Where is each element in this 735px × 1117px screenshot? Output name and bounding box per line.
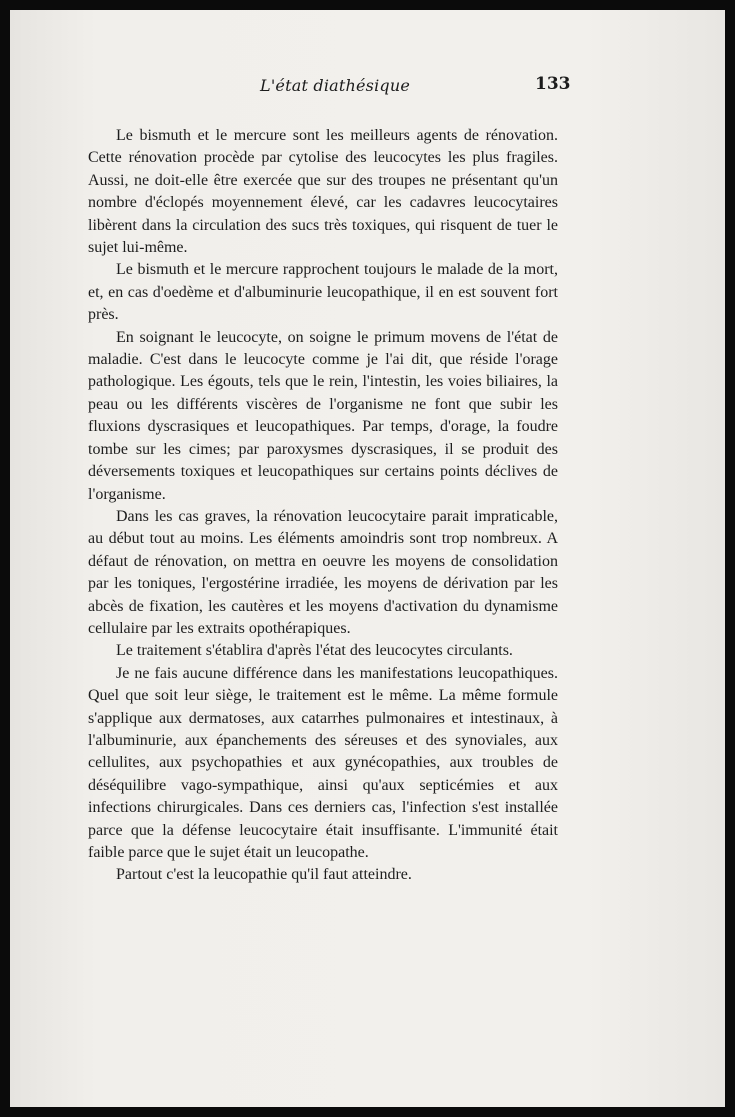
page-header: [10, 76, 725, 100]
book-page: [10, 10, 725, 1107]
paragraph: Partout c'est la leucopathie qu'il faut atteindre.: [116, 866, 412, 884]
paragraph: En soignant le leucocyte, on soigne le primum movens de l'état de maladie. C'est dans le leucocyte comme je l'ai dit, que réside l'orage pathologique. Les égouts, tels que le rein, l'intestin, les voies biliaires, la peau ou les différents viscères de l'organisme ne font que subir les fluxions dyscrasiques et leucopathiques. Par temps, d'orage, la foudre tombe sur les cimes; par paroxysmes dyscrasiques, il se produit des déversements toxiques et leucopathiques sur certains points déclives de l'organisme.: [88, 328, 558, 503]
paragraph: Le traitement s'établira d'après l'état des leucocytes circulants.: [116, 642, 513, 660]
body-text: [88, 125, 558, 887]
running-title: L'état diathésique: [260, 76, 411, 95]
paragraph: Dans les cas graves, la rénovation leucocytaire parait impraticable, au début tout au moins. Les éléments amoindris sont trop nombreux. A défaut de rénovation, on mettra en oeuvre les moyens de consolidation par les toniques, l'ergostérine irradiée, les moyens de dérivation par les abcès de fixation, les cautères et les moyens d'activation du dynamisme cellulaire par les extraits opothérapiques.: [88, 507, 558, 637]
paragraph: Le bismuth et le mercure sont les meilleurs agents de rénovation. Cette rénovation procède par cytolise des leucocytes les plus fragiles. Aussi, ne doit-elle être exercée que sur des troupes ne présentant qu'un nombre d'éclopés moyennement élevé, car les cadavres leucocytaires libèrent dans la circulation des sucs très toxiques, qui risquent de tuer le sujet lui-même.: [88, 127, 558, 257]
paragraph: Le bismuth et le mercure rapprochent toujours le malade de la mort, et, en cas d'oedème et d'albuminurie leucopathique, il en est souvent fort près.: [88, 261, 558, 324]
paragraph: Je ne fais aucune différence dans les manifestations leucopathiques. Quel que soit leur siège, le traitement est le même. La même formule s'applique aux dermatoses, aux catarrhes pulmonaires et intestinaux, à l'albuminurie, aux épanchements des séreuses et des synoviales, aux cellulites, aux psychopathies et aux gynécopathies, aux troubles de déséquilibre vago-sympathique, ainsi qu'aux septicémies et aux infections chirurgicales. Dans ces derniers cas, l'infection s'est installée parce que la défense leucocytaire était insuffisante. L'immunité était faible parce que le sujet était un leucopathe.: [88, 664, 558, 861]
page-number: 133: [535, 74, 571, 94]
